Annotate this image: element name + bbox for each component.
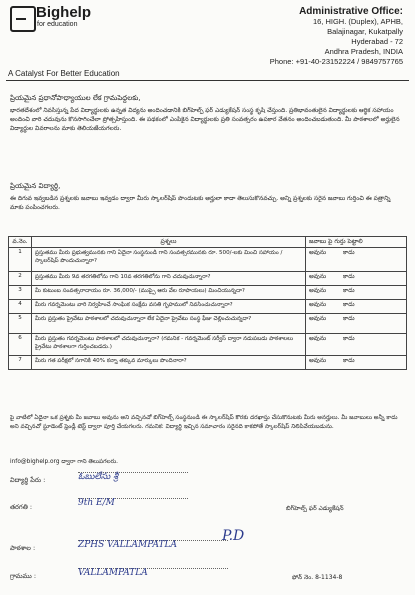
answer-options[interactable] [306, 300, 407, 314]
office-address [270, 6, 403, 67]
office-line: Hyderabad - 72 [351, 37, 403, 46]
greeting-student: ప్రియమైన విద్యార్థి, [10, 182, 61, 190]
answer-yes[interactable]: అవును [309, 335, 327, 342]
village-label: గ్రామము : [10, 572, 37, 580]
table-row [9, 334, 407, 356]
answer-yes[interactable]: అవును [309, 287, 327, 294]
answer-yes[interactable]: అవును [309, 249, 327, 256]
organization-signature: బిగ్‌హెల్ప్ ఫర్ ఎడ్యుకేషన్ [286, 505, 344, 512]
answer-options[interactable] [306, 286, 407, 300]
office-line: Balajinagar, Kukatpally [327, 27, 403, 36]
greeting-headmaster: ప్రియమైన ప్రధానోపాధ్యాయుల లేక గ్రామపెద్దలకు, [10, 94, 141, 102]
village-field[interactable]: VALLAMPATLA [78, 568, 228, 569]
answer-yes[interactable]: అవును [309, 301, 327, 308]
class-field[interactable]: 9th E/M [78, 498, 188, 499]
contact-note: ఫోన్ నెం. 8-1134-8 [292, 574, 343, 581]
brand-subtitle: for education [37, 21, 78, 28]
row-number: 1 [9, 248, 32, 272]
answer-options[interactable] [306, 314, 407, 334]
answer-no[interactable]: కాదు [343, 273, 355, 280]
office-title: Administrative Office: [299, 6, 403, 17]
question-text: మీరు గవర్నమెంటు వారి నిర్వహించే సాంఘిక సంక్షేమ వసతి గృహములో నివసించుచున్నారా? [32, 300, 306, 314]
table-row [9, 356, 407, 370]
header-divider [6, 80, 409, 81]
answer-no[interactable]: కాదు [343, 315, 355, 322]
contact-line: info@bighelp.org ద్వారా గాని తెలుపగలరు. [10, 459, 118, 465]
table-row [9, 248, 407, 272]
answer-options[interactable] [306, 356, 407, 370]
question-text: మీ కుటుంబ సంవత్సరాదాయం రూ. 36,000/- (ముప్పై ఆరు వేల రూపాయలు) మించియున్నదా? [32, 286, 306, 300]
row-number: 4 [9, 300, 32, 314]
office-line: Andhra Pradesh, INDIA [324, 47, 403, 56]
answer-no[interactable]: కాదు [343, 287, 355, 294]
row-number: 5 [9, 314, 32, 334]
question-text: మీరు ప్రస్తుతం ప్రైవేటు పాఠశాలలో చదువుచున్నారా లేక ఏదైనా ప్రైవేటు సంస్థ ఫీజు చెల్లించుచున్నదా? [32, 314, 306, 334]
name-label: విద్యార్థి పేరు : [10, 476, 46, 484]
office-line: 16, HIGH. (Duplex), APHB, [312, 17, 403, 26]
answer-options[interactable] [306, 334, 407, 356]
school-field[interactable]: ZPHS VALLAMPATLA [78, 540, 228, 541]
answer-options[interactable] [306, 272, 407, 286]
bighelp-logo-icon [10, 6, 36, 32]
brand-name: Bighelp [36, 4, 91, 21]
eligibility-table [8, 236, 407, 370]
answer-no[interactable]: కాదు [343, 335, 355, 342]
question-text: ప్రస్తుతము మీరు 9వ తరగతిలోను గాని 10వ తరగతిలోను గాని చదువుచున్నారా? [32, 272, 306, 286]
answer-options[interactable] [306, 248, 407, 272]
answer-no[interactable]: కాదు [343, 357, 355, 364]
question-text: ప్రస్తుతము మీరు ప్రభుత్వమునకు గాని ఏదైనా సంస్థనుండి గాని సంవత్సరమునకు రూ. 500/-లకు మించి సహాయం / స్కాలర్‌షిప్ పొందుచున్నారా? [32, 248, 306, 272]
table-row [9, 272, 407, 286]
question-text: మీరు గత పరీక్షలో సగానికి 40% కన్నా తక్కువ మార్కులు పొందినారా? [32, 356, 306, 370]
column-header-answer: జవాబు పై గుర్తు పెట్టాలి [306, 237, 407, 248]
student-paragraph: ఈ దిగువ ఇవ్వబడిన ప్రశ్నలకు జవాబు ఇవ్వడం ద్వారా మీరు స్కాలర్‌షిప్ పొందుటకు అర్హులా కాదా తెలుసుకొనవచ్చు. అన్ని ప్రశ్నలకు సరైన జవాబు గుర్తించి ఈ పత్రాన్ని మాకు పంపించగలరు. [10, 195, 391, 211]
column-header-number: వ.నెం. [9, 237, 32, 248]
answer-yes[interactable]: అవును [309, 273, 327, 280]
answer-yes[interactable]: అవును [309, 315, 327, 322]
office-phone: Phone: +91-40-23152224 / 9849757765 [269, 57, 403, 66]
answer-no[interactable]: కాదు [343, 249, 355, 256]
answer-no[interactable]: కాదు [343, 301, 355, 308]
row-number: 3 [9, 286, 32, 300]
question-text: మీరు ప్రస్తుతం గవర్నమెంటు పాఠశాలలో చదువుచున్నారా? (గమనిక - గవర్నమెంట్ సర్వీస్ ద్వారా నడుపబడు పాఠశాలలు ప్రైవేటు పాఠశాలగా గుర్తించబడదు.) [32, 334, 306, 356]
school-label: పాఠశాల : [10, 544, 36, 552]
table-row [9, 286, 407, 300]
table-row [9, 300, 407, 314]
table-row [9, 314, 407, 334]
column-header-question: ప్రశ్నలు [32, 237, 306, 248]
row-number: 7 [9, 356, 32, 370]
row-number: 2 [9, 272, 32, 286]
intro-paragraph: భారతదేశంలో నివసిస్తున్న పేద విద్యార్థులకు ఉన్నత విద్యను అందించడానికి బిగ్‌హెల్ప్ ఫర్ ఎడ్యుకేషన్ సంస్థ కృషి చేస్తుంది. ప్రతిభావంతులైన విద్యార్థులకు ఆర్థిక సహాయం అందించి వారి చదువును కొనసాగించేలా ప్రోత్సహిస్తుంది. ఈ పథకంలో ఎంపికైన విద్యార్థులకు ప్రతి సంవత్సరం ఉపకార వేతనం అందించబడుతుంది. మీ పాఠశాలలో అర్హులైన విద్యార్థుల వివరాలను మాకు తెలియజేయగలరు. [10, 107, 400, 132]
footer-paragraph: పై వాటిలో ఏదైనా ఒక ప్రశ్నకు మీ జవాబు అవును అని వచ్చినచో బిగ్‌హెల్ప్ సంస్థనుండి ఈ స్కాలర్‌షిప్ కొరకు దరఖాస్తు చేసుకొనుటకు మీరు అనర్హులు. మీ జవాబులు అన్నీ కాదు అని వచ్చినచో స్టూడెంట్ ఫ్రెండ్లీ టెస్ట్ ద్వారా పూర్తి చేయగలరు. గమనిక: విద్యార్థి ఇచ్చిన సమాచారం సరైనది కాకపోతే స్కాలర్‌షిప్ నిలిపివేయబడును. [10, 415, 398, 430]
tagline: A Catalyst For Better Education [8, 69, 120, 78]
answer-yes[interactable]: అవును [309, 357, 327, 364]
table-header-row [9, 237, 407, 248]
class-label: తరగతి : [10, 503, 33, 511]
name-field[interactable]: ఓబులేసు శ్రీ [78, 472, 188, 473]
row-number: 6 [9, 334, 32, 356]
signature: P.D [222, 528, 245, 544]
